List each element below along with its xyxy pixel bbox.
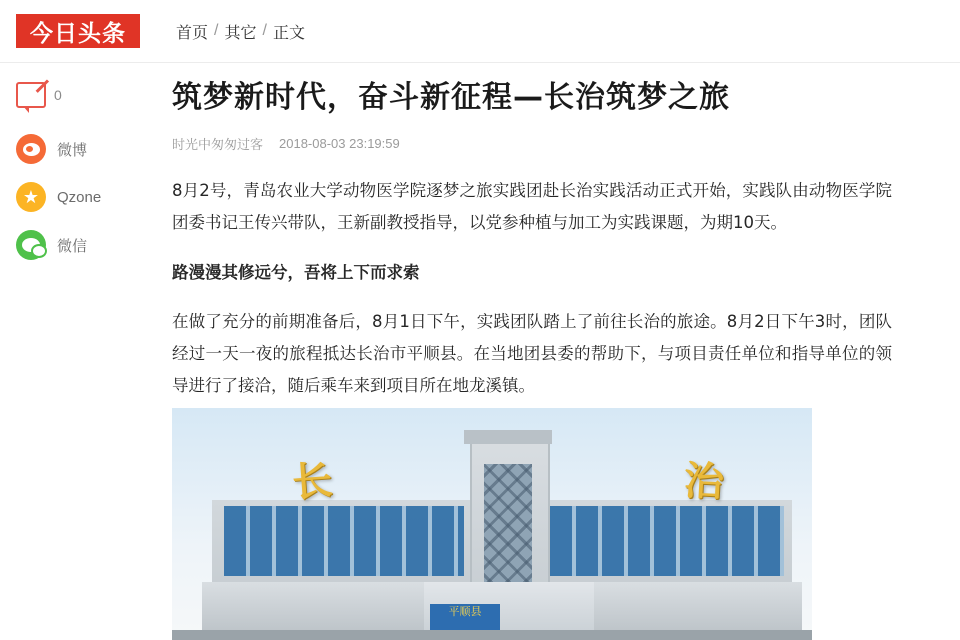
share-qzone[interactable] [16,182,136,212]
breadcrumb-item-current: 正文 [272,24,305,42]
share-qzone-label: Qzone [57,188,102,206]
qzone-icon: ★ [16,182,46,212]
site-header [0,0,960,63]
photo-banner-text: 平顺县 [430,604,500,634]
breadcrumb [176,20,305,43]
photo-roof-sign-right: 治 [682,457,725,507]
article-body [172,72,892,416]
article-meta [172,134,892,153]
share-rail [16,82,136,278]
photo-roof-sign-left: 长 [290,457,334,507]
article-photo-building [172,408,812,640]
wechat-icon [16,230,46,260]
share-weibo[interactable] [16,134,136,164]
share-wechat-label: 微信 [57,237,88,255]
weibo-icon [16,134,46,164]
article-paragraph: 在做了充分的前期准备后，8月1日下午，实践团队踏上了前往长治的旅途。8月2日下午3时，团队经过一天一夜的旅程抵达长治市平顺县。在当地团县委的帮助下，与项目责任单位和指导单位的领导进行了接洽，随后乘车来到项目所在地龙溪镇。 [172,311,892,395]
photo-glass-band-left [224,506,464,576]
share-wechat[interactable] [16,230,136,260]
site-logo[interactable]: 今日头条 [16,14,140,48]
photo-glass-band-right [550,506,784,576]
breadcrumb-separator: / [214,22,219,39]
comment-edit-icon [16,82,46,108]
article-subheading: 路漫漫其修远兮，吾将上下而求索 [172,263,420,283]
breadcrumb-separator: / [262,22,267,39]
article-timestamp: 2018-08-03 23:19:59 [279,136,400,151]
photo-ground [172,630,812,640]
comment-button[interactable] [16,82,136,108]
article-author: 时光中匆匆过客 [172,137,264,152]
share-weibo-label: 微博 [57,141,88,159]
breadcrumb-item-other[interactable]: 其它 [224,24,257,42]
page-title: 筑梦新时代，奋斗新征程—长治筑梦之旅 [172,80,730,115]
article-paragraph: 8月2号，青岛农业大学动物医学院逐梦之旅实践团赴长治实践活动正式开始，实践队由动物医学院团委书记王传兴带队，王新副教授指导，以党参种植与加工为实践课题，为期10天。 [172,181,892,233]
comment-count: 0 [54,87,62,103]
breadcrumb-item-home[interactable]: 首页 [176,24,209,42]
photo-tower-cap [464,430,552,444]
